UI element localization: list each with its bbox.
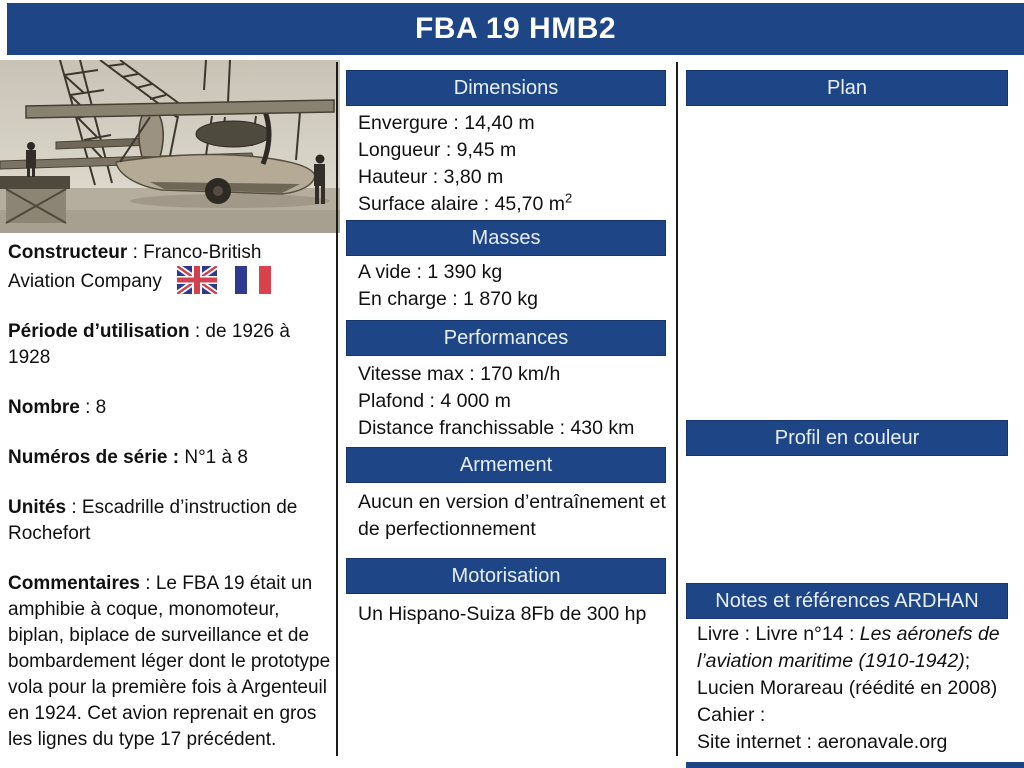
info-value: : 8 — [79, 397, 107, 418]
section-header-performances — [346, 320, 666, 356]
spec-line: Envergure : 14,40 m — [358, 112, 535, 134]
section-header-notes — [686, 583, 1008, 619]
info-label: Commentaires — [8, 573, 140, 594]
info-label: Numéros de série : — [8, 447, 180, 468]
section-title: Performances — [443, 326, 569, 349]
spec-line: Hauteur : 3,80 m — [358, 166, 504, 188]
info-label: Période d’utilisation — [8, 321, 190, 342]
info-label: Constructeur — [8, 242, 128, 263]
performances-content — [358, 361, 670, 442]
superscript: 2 — [565, 190, 573, 206]
info-value: : Le FBA 19 était un amphibie à coque, monomoteur, biplan, biplace de surveillance et de bombardement léger dont le prototype vola pour la première fois à Argenteuil en 1924. Cet avion reprenait en gros les lignes du type 17 précédent. — [8, 573, 331, 750]
info-item-nombre — [8, 395, 332, 421]
info-label: Nombre — [8, 397, 80, 418]
spec-line: En charge : 1 870 kg — [358, 288, 538, 310]
info-value: : de 1926 à 1928 — [8, 321, 290, 368]
spec-line: Un Hispano-Suiza 8Fb de 300 hp — [358, 603, 647, 625]
notes-content — [697, 621, 1019, 756]
column-divider-left — [336, 62, 338, 756]
title-bar — [7, 3, 1024, 55]
info-value: N°1 à 8 — [179, 447, 248, 468]
armement-content — [358, 489, 670, 543]
dimensions-content — [358, 110, 670, 218]
spec-line: Plafond : 4 000 m — [358, 390, 511, 412]
france-flag-icon — [235, 266, 271, 294]
section-title: Profil en couleur — [774, 426, 920, 449]
spec-line-surface — [358, 191, 670, 218]
section-title: Notes et références ARDHAN — [715, 589, 979, 612]
aircraft-info-list — [8, 240, 332, 768]
section-header-profil — [686, 420, 1008, 456]
section-header-plan — [686, 70, 1008, 106]
section-header-masses — [346, 220, 666, 256]
notes-text: ; Lucien Morareau (réédité en 2008) — [697, 650, 998, 699]
motorisation-content — [358, 601, 670, 628]
info-item-constructeur — [8, 240, 332, 295]
info-label: Unités — [8, 497, 67, 518]
bottom-cut-bar — [686, 762, 1024, 768]
section-title: Plan — [826, 76, 868, 99]
notes-text: Livre : Livre n°14 : — [697, 623, 860, 645]
section-title: Dimensions — [453, 76, 559, 99]
aircraft-photo — [0, 60, 340, 233]
section-title: Masses — [471, 226, 541, 249]
uk-flag-icon — [177, 266, 217, 294]
nationality-flags — [177, 266, 271, 294]
notes-livre-line — [697, 621, 1019, 702]
column-divider-right — [676, 62, 678, 756]
info-item-numeros — [8, 445, 332, 471]
section-header-motorisation — [346, 558, 666, 594]
spec-line: Distance franchissable : 430 km — [358, 417, 635, 439]
notes-italic-title: Les aéronefs de l’aviation maritime (1910-1942) — [697, 623, 1000, 672]
spec-line-text: Surface alaire : 45,70 m — [358, 193, 566, 215]
page-title: FBA 19 HMB2 — [414, 12, 617, 45]
spec-line: A vide : 1 390 kg — [358, 261, 503, 283]
section-header-armement — [346, 447, 666, 483]
section-title: Armement — [459, 453, 553, 476]
section-header-dimensions — [346, 70, 666, 106]
section-title: Motorisation — [451, 564, 561, 587]
masses-content — [358, 259, 670, 313]
info-item-commentaires — [8, 571, 332, 753]
spec-line: Vitesse max : 170 km/h — [358, 363, 561, 385]
spec-line: Aucun en version d’entraînement et de perfectionnement — [358, 491, 666, 540]
notes-cahier-line: Cahier : — [697, 704, 766, 726]
info-item-periode — [8, 319, 332, 371]
info-value: : Franco-British Aviation Company — [8, 242, 262, 292]
spec-line: Longueur : 9,45 m — [358, 139, 517, 161]
info-value: : Escadrille d’instruction de Rochefort — [8, 497, 298, 544]
notes-site-line: Site internet : aeronavale.org — [697, 731, 948, 753]
info-item-unites — [8, 495, 332, 547]
